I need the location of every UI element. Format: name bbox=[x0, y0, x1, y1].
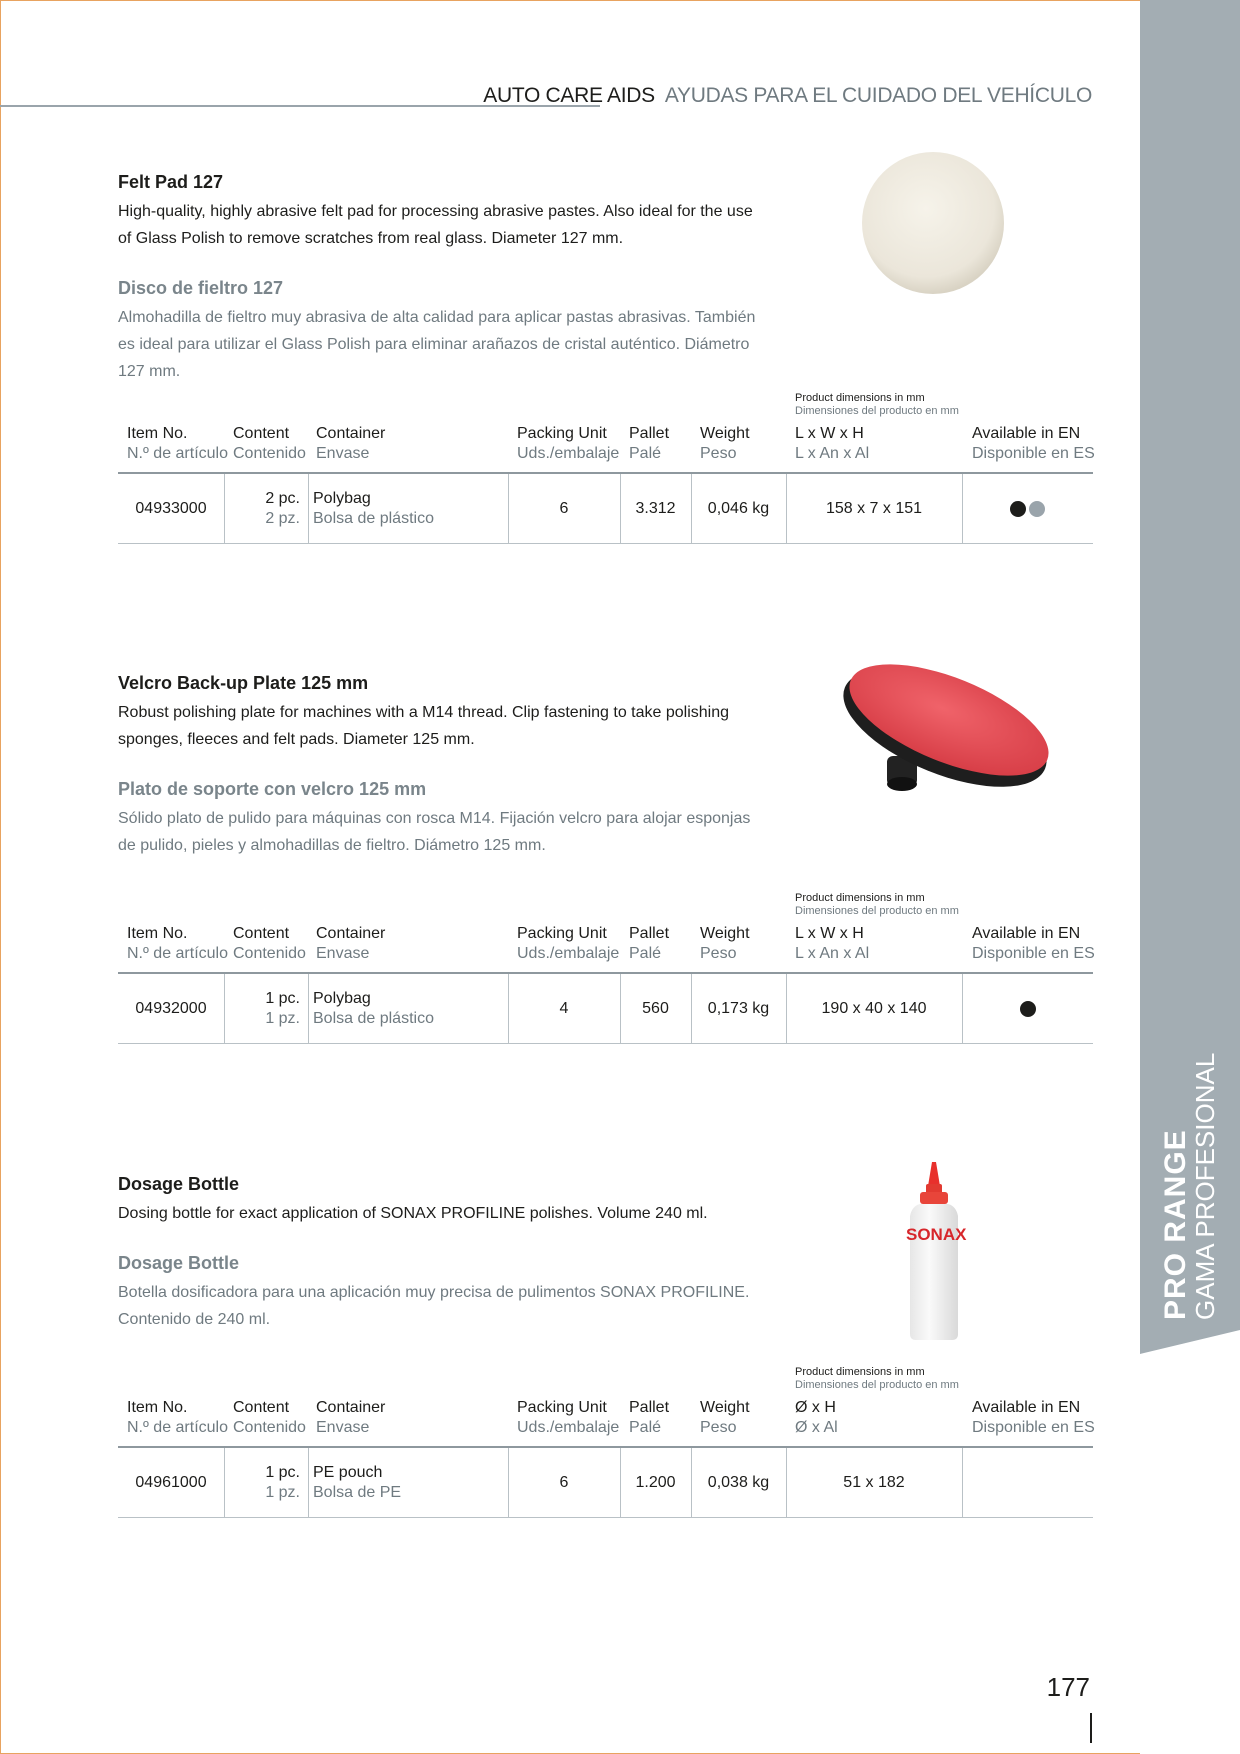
col-container: Container Envase bbox=[316, 425, 386, 462]
product-title-en: Felt Pad 127 bbox=[118, 172, 224, 192]
table-row-rule bbox=[118, 543, 1093, 544]
header-title-es: AYUDAS PARA EL CUIDADO DEL VEHÍCULO bbox=[664, 84, 1092, 107]
product-desc-es: Almohadilla de fieltro muy abrasiva de alta calidad para aplicar pastas abrasivas. También es ideal para utilizar el Glass Polish para eliminar arañazos de cristal auténtico. Diámetro 127 mm. bbox=[118, 309, 756, 380]
col-packing-unit: Packing Unit Uds./embalaje bbox=[517, 925, 620, 962]
sidebar-band bbox=[1140, 0, 1240, 1754]
product-desc-en: Robust polishing plate for machines with a M14 thread. Clip fastening to take polishing sponges, fleeces and felt pads. Diameter 125 mm. bbox=[118, 704, 730, 748]
cell-item-no: 04932000 bbox=[135, 1000, 207, 1017]
header-title-en: AUTO CARE AIDS bbox=[483, 84, 655, 107]
page-number: 177 bbox=[1046, 1672, 1090, 1702]
col-dimensions: Ø x H Ø x Al bbox=[795, 1399, 838, 1436]
bottle-brand-label: SONAX bbox=[906, 1225, 967, 1244]
cell-content: 1 pc. 1 pz. bbox=[265, 990, 300, 1027]
col-container: Container Envase bbox=[316, 925, 386, 962]
product-title-es: Plato de soporte con velcro 125 mm bbox=[118, 779, 427, 799]
table-row bbox=[118, 974, 1093, 1044]
cell-content: 2 pc. 2 pz. bbox=[265, 490, 300, 527]
cell-container: Polybag Bolsa de plástico bbox=[313, 990, 434, 1027]
product-desc-es: Sólido plato de pulido para máquinas con rosca M14. Fijación velcro para alojar esponjas de pulido, pieles y almohadillas de fieltro. Diámetro 125 mm. bbox=[118, 810, 751, 854]
product-title-es: Disco de fieltro 127 bbox=[118, 278, 284, 298]
pro-range-label: PRO RANGE bbox=[1159, 1129, 1192, 1320]
cell-weight: 0,173 kg bbox=[707, 1000, 770, 1017]
col-item-no: Item No. N.º de artículo bbox=[127, 1399, 228, 1436]
product-title-en: Dosage Bottle bbox=[118, 1174, 240, 1194]
section-header bbox=[483, 84, 1092, 108]
available-es-dot bbox=[1029, 501, 1045, 517]
felt-pad-image bbox=[858, 148, 1008, 298]
col-weight: Weight Peso bbox=[700, 425, 750, 462]
product-desc-en: Dosing bottle for exact application of SONAX PROFILINE polishes. Volume 240 ml. bbox=[118, 1205, 708, 1222]
table-header bbox=[118, 924, 1093, 966]
col-packing-unit: Packing Unit Uds./embalaje bbox=[517, 1399, 620, 1436]
cell-dimensions: 51 x 182 bbox=[843, 1474, 905, 1491]
col-content: Content Contenido bbox=[233, 425, 306, 462]
col-packing-unit: Packing Unit Uds./embalaje bbox=[517, 425, 620, 462]
dimension-note: Product dimensions in mm Dimensiones del producto en mm bbox=[795, 892, 959, 917]
col-available: Available in EN Disponible en ES bbox=[972, 925, 1095, 962]
col-content: Content Contenido bbox=[233, 925, 306, 962]
available-en-dot bbox=[1010, 501, 1026, 517]
col-dimensions: L x W x H L x An x Al bbox=[795, 925, 870, 962]
product-title-en: Velcro Back-up Plate 125 mm bbox=[118, 673, 369, 693]
cell-dimensions: 158 x 7 x 151 bbox=[825, 500, 923, 517]
page-number-bar bbox=[1090, 1713, 1092, 1743]
cell-pallet: 3.312 bbox=[635, 500, 676, 517]
table-row bbox=[118, 474, 1093, 544]
cell-pallet: 560 bbox=[642, 1000, 669, 1017]
col-item-no: Item No. N.º de artículo bbox=[127, 425, 228, 462]
backup-plate-image bbox=[825, 656, 1061, 794]
cell-dimensions: 190 x 40 x 140 bbox=[821, 1000, 927, 1017]
col-available: Available in EN Disponible en ES bbox=[972, 1399, 1095, 1436]
cell-packing-unit: 6 bbox=[559, 1474, 569, 1491]
product-desc-es: Botella dosificadora para una aplicación muy precisa de pulimentos SONAX PROFILINE. Contenido de 240 ml. bbox=[118, 1284, 750, 1328]
cell-container: PE pouch Bolsa de PE bbox=[313, 1464, 402, 1501]
cell-pallet: 1.200 bbox=[635, 1474, 676, 1491]
cell-packing-unit: 4 bbox=[559, 1000, 569, 1017]
product-title-es: Dosage Bottle bbox=[118, 1253, 240, 1273]
cell-weight: 0,046 kg bbox=[707, 500, 770, 517]
cell-availability bbox=[962, 474, 1093, 544]
table-row-rule bbox=[118, 1517, 1093, 1518]
available-en-dot bbox=[1020, 1001, 1036, 1017]
cell-container: Polybag Bolsa de plástico bbox=[313, 490, 434, 527]
sidebar-wedge bbox=[1140, 1330, 1240, 1754]
table-header bbox=[118, 1398, 1093, 1440]
dosage-bottle-image bbox=[898, 1160, 974, 1342]
table-row bbox=[118, 1448, 1093, 1518]
col-container: Container Envase bbox=[316, 1399, 386, 1436]
sidebar-label bbox=[1140, 1052, 1240, 1320]
col-pallet: Pallet Palé bbox=[629, 1399, 670, 1436]
product-desc-en: High-quality, highly abrasive felt pad for processing abrasive pastes. Also ideal for the use of Glass Polish to remove scratches from real glass. Diameter 127 mm. bbox=[118, 203, 753, 247]
col-item-no: Item No. N.º de artículo bbox=[127, 925, 228, 962]
col-content: Content Contenido bbox=[233, 1399, 306, 1436]
cell-packing-unit: 6 bbox=[559, 500, 569, 517]
cell-item-no: 04961000 bbox=[135, 1474, 207, 1491]
cell-weight: 0,038 kg bbox=[707, 1474, 770, 1491]
cell-availability bbox=[962, 974, 1093, 1044]
cell-availability bbox=[962, 1448, 1093, 1518]
table-row-rule bbox=[118, 1043, 1093, 1044]
col-dimensions: L x W x H L x An x Al bbox=[795, 425, 870, 462]
col-pallet: Pallet Palé bbox=[629, 925, 670, 962]
gama-profesional-label: GAMA PROFESIONAL bbox=[1190, 1052, 1220, 1320]
col-weight: Weight Peso bbox=[700, 925, 750, 962]
col-available: Available in EN Disponible en ES bbox=[972, 425, 1095, 462]
dimension-note: Product dimensions in mm Dimensiones del producto en mm bbox=[795, 1366, 959, 1391]
dimension-note: Product dimensions in mm Dimensiones del producto en mm bbox=[795, 392, 959, 417]
cell-item-no: 04933000 bbox=[135, 500, 207, 517]
table-header bbox=[118, 424, 1093, 466]
cell-content: 1 pc. 1 pz. bbox=[265, 1464, 300, 1501]
col-weight: Weight Peso bbox=[700, 1399, 750, 1436]
col-pallet: Pallet Palé bbox=[629, 425, 670, 462]
